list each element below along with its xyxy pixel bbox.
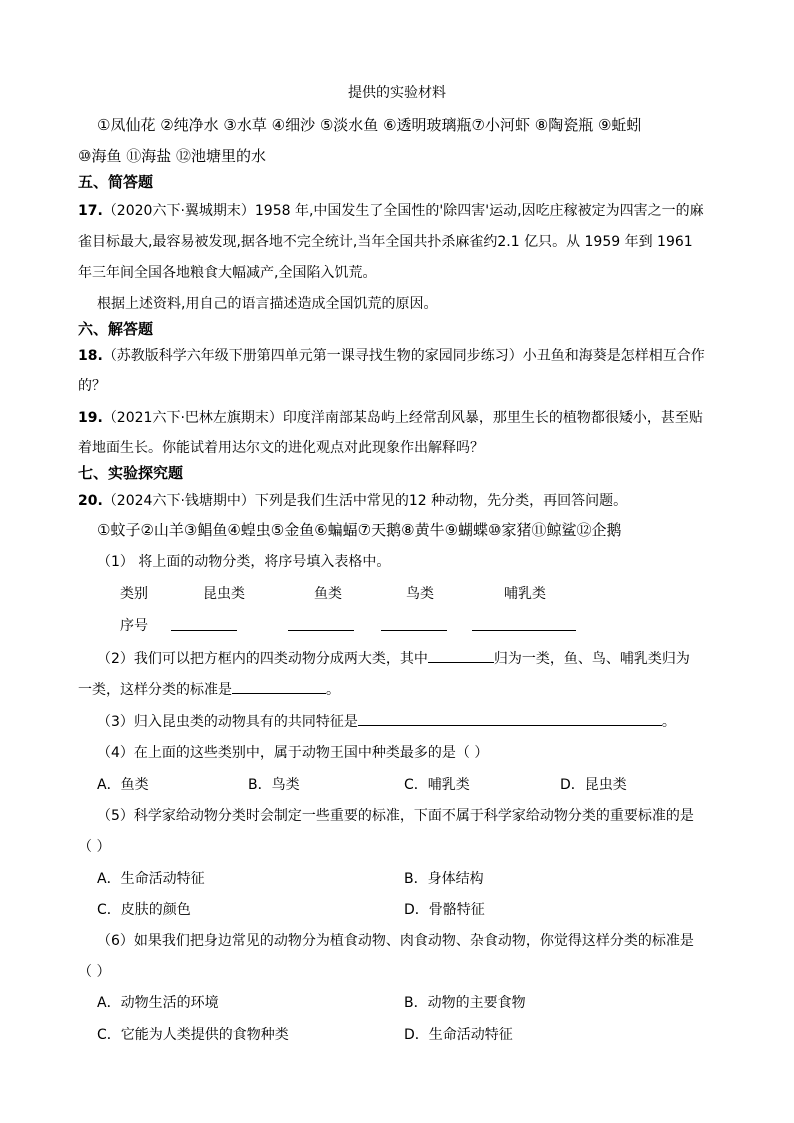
materials-row-2: ⑩海鱼 ⑪海盐 ⑫池塘里的水 (78, 147, 266, 165)
q20-part-2-text-c: 一类，这样分类的标准是 (78, 682, 232, 698)
q20-part-4-option-a[interactable]: A．鱼类 (97, 777, 149, 793)
table-header-mammals: 哺乳类 (504, 586, 546, 602)
table-row-label: 序号 (120, 618, 148, 634)
table-header-insects: 昆虫类 (203, 586, 245, 602)
q20-part-3-text-a: （3）归入昆虫类的动物具有的共同特征是 (97, 714, 358, 730)
section-5-heading: 五、简答题 (78, 173, 154, 191)
q19-text-1: （2021六下·巴林左旗期末）印度洋南部某岛屿上经常刮风暴，那里生长的植物都很矮小，甚至贴 (102, 410, 703, 426)
q20-part-2-text-b: 归为一类，鱼、鸟、哺乳类归为 (493, 651, 690, 667)
q20-part-2-line-1 (97, 648, 690, 668)
materials-row-1: ①凤仙花 ②纯净水 ③水草 ④细沙 ⑤淡水鱼 ⑥透明玻璃瓶⑦小河虾 ⑧陶瓷瓶 ⑨蚯蚓 (97, 116, 642, 134)
q20-part-5-option-d[interactable]: D．骨骼特征 (404, 902, 485, 918)
materials-title: 提供的实验材料 (348, 85, 446, 101)
q20-part-2-text-a: （2）我们可以把方框内的四类动物分成两大类，其中 (97, 651, 428, 667)
q20-part-3 (97, 711, 676, 731)
q17-line-3: 年三年间全国各地粮食大幅减产,全国陷入饥荒。 (78, 265, 377, 281)
q20-part-1: （1） 将上面的动物分类，将序号填入表格中。 (97, 554, 391, 570)
q20-part-3-text-b: 。 (661, 714, 676, 730)
q19-number: 19. (78, 410, 103, 426)
birds-answer-blank[interactable] (381, 616, 447, 631)
section-6-heading: 六、解答题 (78, 320, 154, 338)
q20-part-5-option-c[interactable]: C．皮肤的颜色 (97, 902, 191, 918)
q20-part-4-option-d[interactable]: D．昆虫类 (560, 777, 627, 793)
fish-answer-blank[interactable] (288, 616, 354, 631)
q20-intro-text: （2024六下·钱塘期中）下列是我们生活中常见的12 种动物，先分类，再回答问题。 (102, 493, 628, 509)
table-header-fish: 鱼类 (314, 586, 342, 602)
q20-part-5-line-2: （ ） (78, 839, 111, 855)
table-header-birds: 鸟类 (406, 586, 434, 602)
q20-part-3-blank[interactable] (358, 711, 662, 726)
q20-part-2-blank-1[interactable] (428, 648, 494, 663)
q20-part-5-option-a[interactable]: A．生命活动特征 (97, 871, 205, 887)
insects-answer-blank[interactable] (171, 616, 237, 631)
q20-part-6-option-c[interactable]: C．它能为人类提供的食物种类 (97, 1027, 289, 1043)
q20-part-6-option-a[interactable]: A．动物生活的环境 (97, 995, 219, 1011)
q19-line-1 (78, 407, 703, 427)
q20-part-6-option-b[interactable]: B．动物的主要食物 (404, 995, 526, 1011)
q20-part-2-blank-2[interactable] (232, 679, 326, 694)
q20-part-6-line-2: （ ） (78, 964, 111, 980)
q20-part-6-line-1: （6）如果我们把身边常见的动物分为植食动物、肉食动物、杂食动物，你觉得这样分类的标准是 (97, 933, 694, 949)
q17-text-1: （2020六下·翼城期末）1958 年,中国发生了全国性的'除四害'运动,因吃庄稼被定为四害之一的麻 (102, 203, 704, 219)
q20-part-5-option-b[interactable]: B．身体结构 (404, 871, 484, 887)
q20-animals: ①蚊子②山羊③鲳鱼④蝗虫⑤金鱼⑥蝙蝠⑦天鹅⑧黄牛⑨蝴蝶⑩家猪⑪鲸鲨⑫企鹅 (97, 521, 622, 539)
q20-part-4: （4）在上面的这些类别中，属于动物王国中种类最多的是（ ） (97, 745, 489, 761)
q17-line-1 (78, 200, 704, 220)
q17-number: 17. (78, 203, 103, 219)
table-header-category: 类别 (120, 586, 148, 602)
section-7-heading: 七、实验探究题 (78, 464, 184, 482)
q20-part-4-option-b[interactable]: B．鸟类 (248, 777, 300, 793)
q17-line-2: 雀目标最大,最容易被发现,据各地不完全统计,当年全国共扑杀麻雀约2.1 亿只。从 1959 年到 1961 (78, 234, 693, 250)
q18-text-1: （苏教版科学六年级下册第四单元第一课寻找生物的家园同步练习）小丑鱼和海葵是怎样相互合作 (102, 348, 705, 364)
q20-part-5-line-1: （5）科学家给动物分类时会制定一些重要的标准，下面不属于科学家给动物分类的重要标准的是 (97, 808, 694, 824)
q20-number: 20. (78, 493, 103, 509)
q17-line-4: 根据上述资料,用自己的语言描述造成全国饥荒的原因。 (97, 296, 438, 312)
q19-line-2: 着地面生长。你能试着用达尔文的进化观点对此现象作出解释吗？ (78, 440, 484, 456)
q20-intro (78, 490, 627, 510)
q18-number: 18. (78, 348, 103, 364)
q20-part-6-option-d[interactable]: D．生命活动特征 (404, 1027, 513, 1043)
q20-part-2-text-d: 。 (326, 682, 340, 698)
mammals-answer-blank[interactable] (472, 616, 576, 631)
q18-line-2: 的？ (78, 378, 106, 394)
q18-line-1 (78, 345, 705, 365)
q20-part-4-option-c[interactable]: C．哺乳类 (404, 777, 470, 793)
q20-part-2-line-2 (78, 679, 340, 699)
